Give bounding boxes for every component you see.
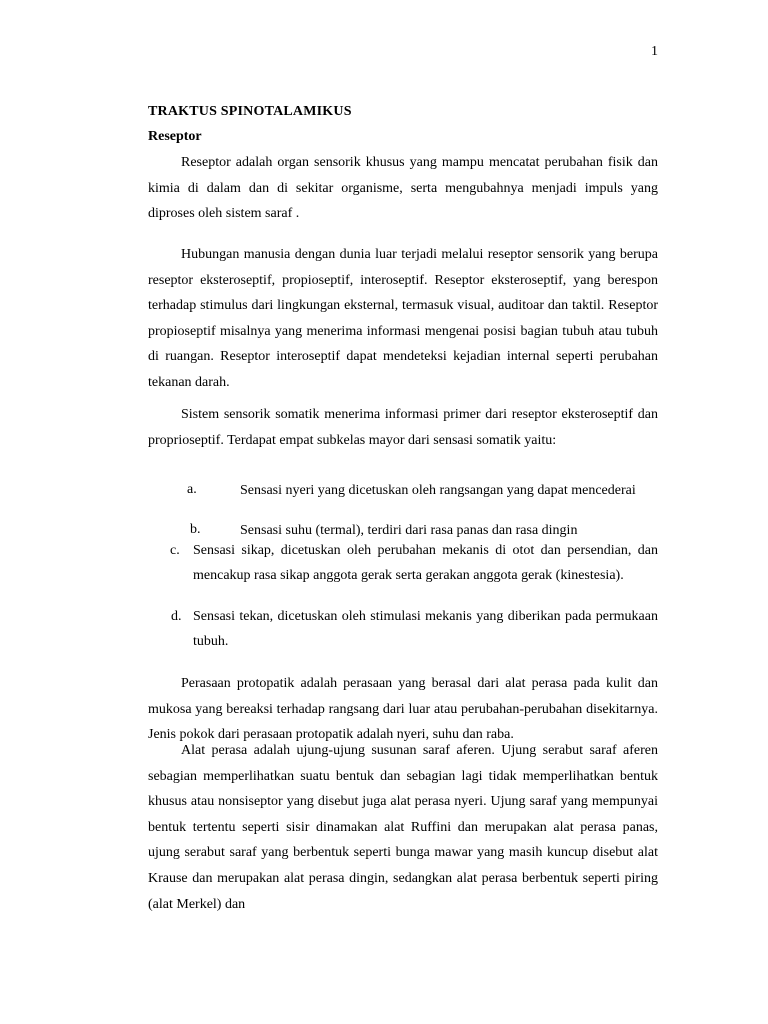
list-item-d: Sensasi tekan, dicetuskan oleh stimulasi mekanis yang diberikan pada permukaan tubuh. xyxy=(193,609,658,649)
list-item-c: Sensasi sikap, dicetuskan oleh perubahan mekanis di otot dan persendian, dan mencakup rasa sikap anggota gerak serta gerakan anggota gerak (kinestesia). xyxy=(193,543,658,583)
section-heading: Reseptor xyxy=(148,129,202,144)
list-item-a: Sensasi nyeri yang dicetuskan oleh rangsangan yang dapat mencederai xyxy=(240,483,636,498)
paragraph-protopathic: Perasaan protopatik adalah perasaan yang berasal dari alat perasa pada kulit dan mukosa yang bereaksi terhadap rangsang dari luar atau perubahan-perubahan disekitarnya. Jenis pokok dari perasaan protopatik adalah nyeri, suhu dan raba. xyxy=(148,676,658,743)
list-marker-a: a. xyxy=(187,482,197,497)
list-marker-b: b. xyxy=(190,522,201,537)
document-title: TRAKTUS SPINOTALAMIKUS xyxy=(148,104,352,119)
paragraph-sensory-endings: Alat perasa adalah ujung-ujung susunan saraf aferen. Ujung serabut saraf aferen sebagian memperlihatkan suatu bentuk dan sebagian lagi tidak memperlihatkan bentuk khusus atau nonsiseptor yang disebut juga alat perasa nyeri. Ujung saraf yang mempunyai bentuk tertentu seperti sisir dinamakan alat Ruffini dan merupakan alat perasa panas, ujung serabut saraf yang berbentuk seperti bunga mawar yang masih kuncup disebut alat Krause dan merupakan alat perasa dingin, sedangkan alat perasa berbentuk seperti piring (alat Merkel) dan xyxy=(148,743,658,912)
list-marker-d: d. xyxy=(171,609,182,624)
paragraph-somatic-system: Sistem sensorik somatik menerima informasi primer dari reseptor eksteroseptif dan proprioseptif. Terdapat empat subkelas mayor dari sensasi somatik yaitu: xyxy=(148,407,658,448)
page-number: 1 xyxy=(651,44,658,59)
paragraph-receptor-types: Hubungan manusia dengan dunia luar terjadi melalui reseptor sensorik yang berupa reseptor eksteroseptif, propioseptif, interoseptif. Reseptor eksteroseptif, yang berespon terhadap stimulus dari lingkungan eksternal, termasuk visual, auditoar dan taktil. Reseptor propioseptif misalnya yang menerima informasi mengenai posisi bagian tubuh atau tubuh di ruangan. Reseptor interoseptif dapat mendeteksi kejadian internal seperti perubahan tekanan darah. xyxy=(148,247,658,390)
paragraph-receptor-definition: Reseptor adalah organ sensorik khusus yang mampu mencatat perubahan fisik dan kimia di dalam dan di sekitar organisme, serta mengubahnya menjadi impuls yang diproses oleh sistem saraf . xyxy=(148,155,658,222)
list-item-b: Sensasi suhu (termal), terdiri dari rasa panas dan rasa dingin xyxy=(240,523,578,538)
list-marker-c: c. xyxy=(170,543,180,558)
